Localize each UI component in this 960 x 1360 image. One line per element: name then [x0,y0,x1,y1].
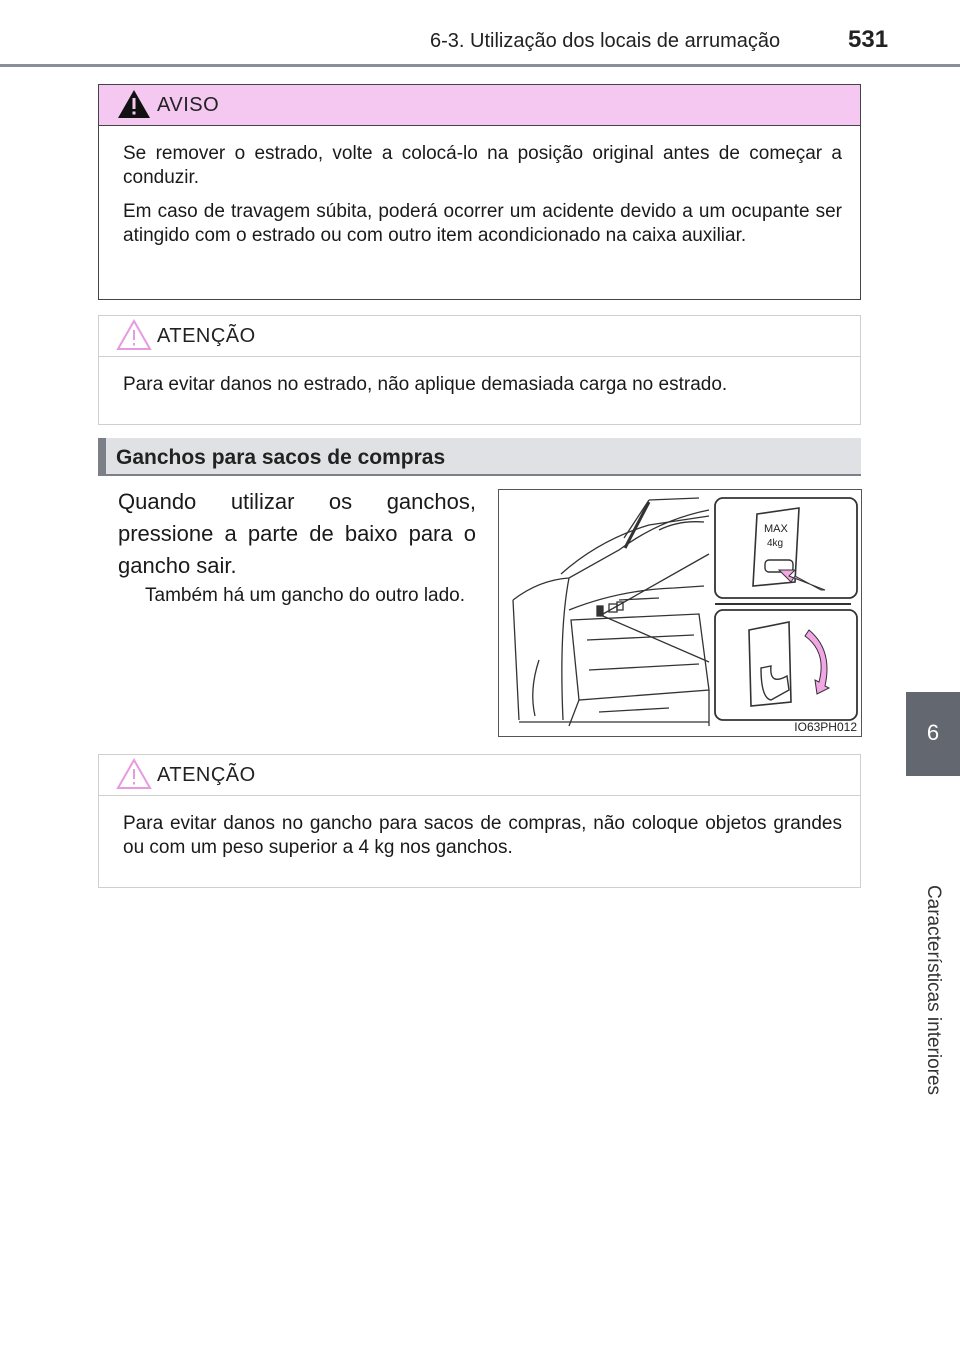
caution-box [98,315,861,425]
instruction-text: Quando utilizar os ganchos, pressione a parte de baixo para o gancho sair. [118,489,476,578]
caution-box-body [99,357,860,397]
caution-text: Para evitar danos no estrado, não aplique demasiada carga no estrado. [123,374,728,395]
note-text: Também há um gancho do outro lado. [145,585,466,606]
warning-box-header [99,85,860,126]
caution-box-header [99,755,860,796]
shopping-hook-illustration [498,489,862,737]
section-heading-bar [98,438,861,476]
warning-label: AVISO [157,94,220,116]
chapter-title: Características interiores [923,884,944,1096]
page-number: 531 [848,26,889,53]
warning-paragraph: Se remover o estrado, volte a colocá-lo na posição original antes de começar a conduzir. [123,143,842,188]
max-label: MAX [764,523,788,535]
running-header: 6-3. Utilização dos locais de arrumação [430,30,781,52]
caution-label: ATENÇÃO [157,764,256,786]
chapter-number: 6 [926,720,940,745]
caution-label: ATENÇÃO [157,325,256,347]
warning-box [98,84,861,300]
luggage-compartment-drawing [499,490,862,737]
warning-box-body [99,126,860,248]
caution-triangle-icon [115,757,153,791]
warning-paragraph: Em caso de travagem súbita, poderá ocorrer um acidente devido a um ocupante ser atingido com o estrado ou com outro item acondicionado na caixa auxiliar. [123,201,842,246]
warning-triangle-icon [115,87,153,121]
weight-label: 4kg [767,538,784,549]
caution-text: Para evitar danos no gancho para sacos de compras, não coloque objetos grandes ou com um peso superior a 4 kg nos ganchos. [123,813,842,858]
caution-triangle-icon [115,318,153,352]
caution-box-header [99,316,860,357]
header-rule [0,64,960,67]
caution-box-body [99,796,860,860]
figure-code: IO63PH012 [794,720,857,734]
section-title: Ganchos para sacos de compras [116,446,446,469]
caution-box [98,754,861,888]
chapter-tab [906,692,960,776]
